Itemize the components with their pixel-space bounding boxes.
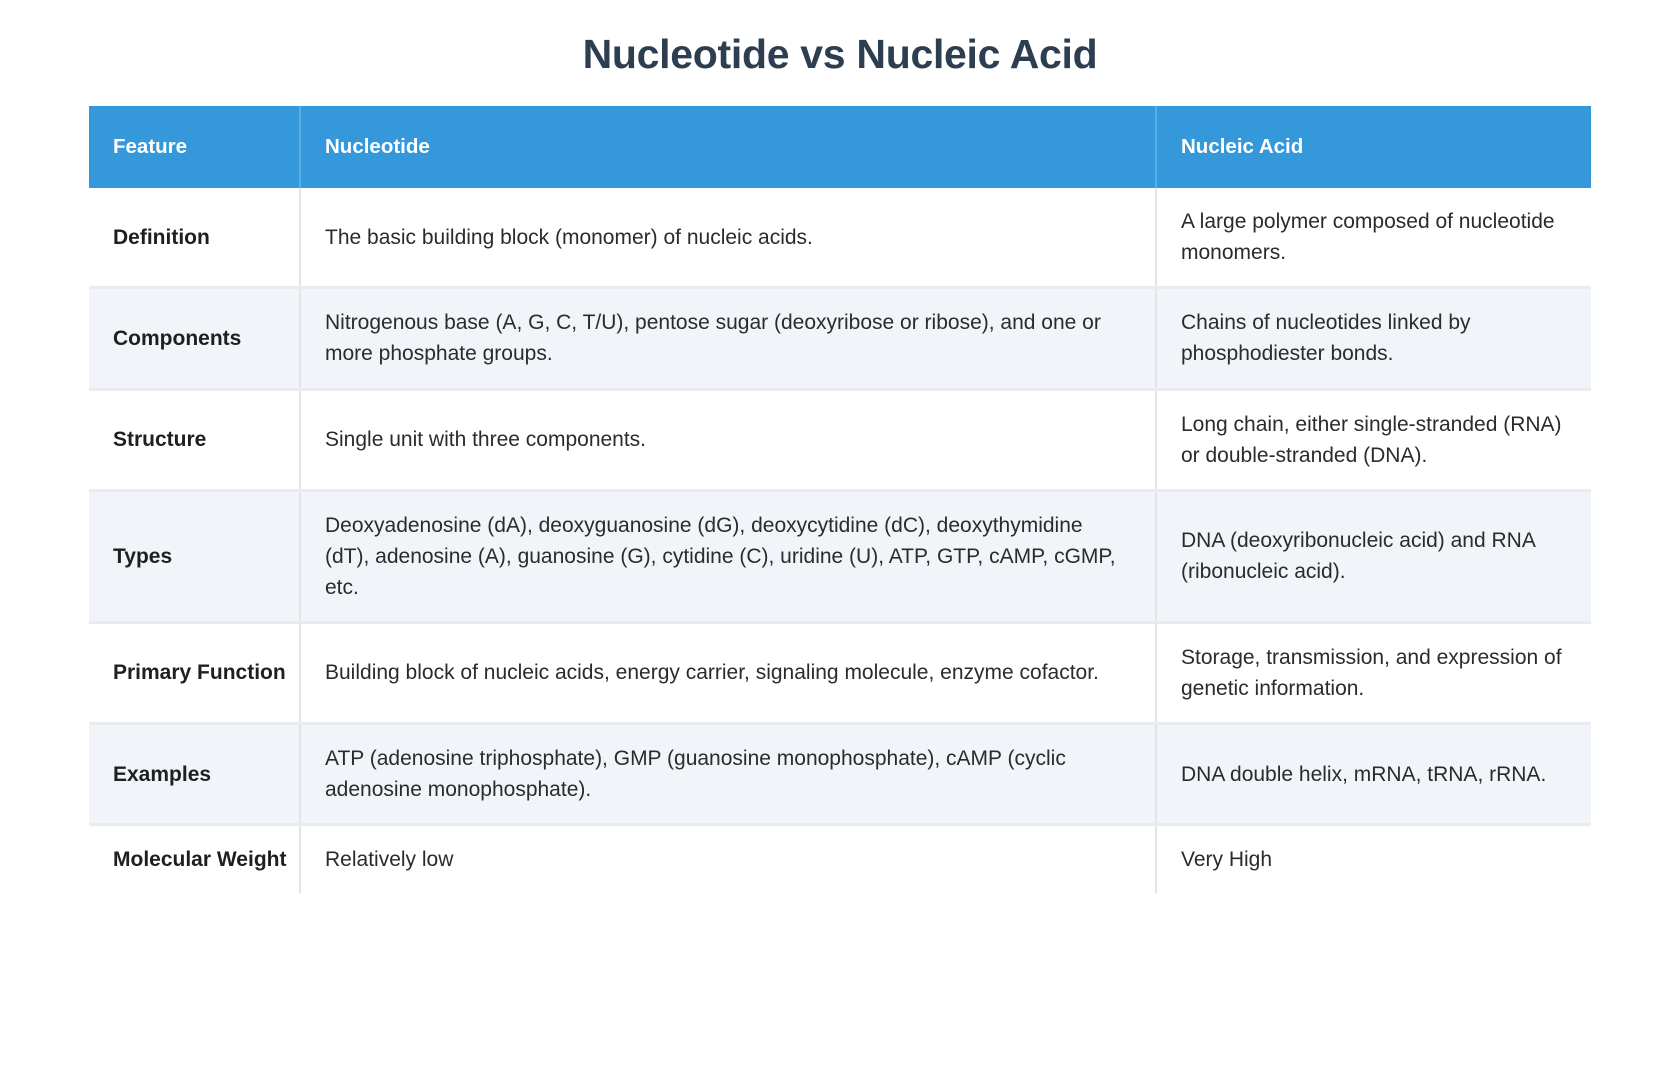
- table-row: [89, 825, 1591, 894]
- cell-feature: Types: [89, 490, 300, 622]
- column-header-nucleotide: Nucleotide: [300, 106, 1156, 188]
- cell-feature: Definition: [89, 188, 300, 288]
- table-body: [89, 188, 1591, 893]
- cell-nucleic-acid: Long chain, either single-stranded (RNA) or double-stranded (DNA).: [1156, 389, 1591, 490]
- cell-feature: Molecular Weight: [89, 825, 300, 894]
- cell-feature: Components: [89, 288, 300, 389]
- table-header: [89, 106, 1591, 188]
- table-row: [89, 188, 1591, 288]
- cell-nucleic-acid: DNA double helix, mRNA, tRNA, rRNA.: [1156, 724, 1591, 825]
- cell-nucleotide: Nitrogenous base (A, G, C, T/U), pentose sugar (deoxyribose or ribose), and one or more phosphate groups.: [300, 288, 1156, 389]
- cell-nucleotide: Relatively low: [300, 825, 1156, 894]
- table-row: [89, 288, 1591, 389]
- cell-feature: Primary Function: [89, 622, 300, 723]
- cell-nucleotide: Building block of nucleic acids, energy carrier, signaling molecule, enzyme cofactor.: [300, 622, 1156, 723]
- column-header-feature: Feature: [89, 106, 300, 188]
- cell-nucleic-acid: DNA (deoxyribonucleic acid) and RNA (ribonucleic acid).: [1156, 490, 1591, 622]
- cell-nucleic-acid: Very High: [1156, 825, 1591, 894]
- cell-nucleotide: The basic building block (monomer) of nucleic acids.: [300, 188, 1156, 288]
- cell-feature: Structure: [89, 389, 300, 490]
- table-row: [89, 389, 1591, 490]
- column-header-nucleic-acid: Nucleic Acid: [1156, 106, 1591, 188]
- cell-nucleic-acid: A large polymer composed of nucleotide monomers.: [1156, 188, 1591, 288]
- comparison-table: [89, 106, 1591, 893]
- table-row: [89, 490, 1591, 622]
- cell-nucleic-acid: Storage, transmission, and expression of genetic information.: [1156, 622, 1591, 723]
- page-title: Nucleotide vs Nucleic Acid: [582, 31, 1098, 77]
- cell-nucleotide: Deoxyadenosine (dA), deoxyguanosine (dG), deoxycytidine (dC), deoxythymidine (dT), adenosine (A), guanosine (G), cytidine (C), uridine (U), ATP, GTP, cAMP, cGMP, etc.: [300, 490, 1156, 622]
- table-row: [89, 622, 1591, 723]
- cell-nucleotide: Single unit with three components.: [300, 389, 1156, 490]
- cell-nucleic-acid: Chains of nucleotides linked by phosphodiester bonds.: [1156, 288, 1591, 389]
- cell-feature: Examples: [89, 724, 300, 825]
- table-header-row: [89, 106, 1591, 188]
- table-row: [89, 724, 1591, 825]
- comparison-table-container: [89, 106, 1591, 893]
- cell-nucleotide: ATP (adenosine triphosphate), GMP (guanosine monophosphate), cAMP (cyclic adenosine monophosphate).: [300, 724, 1156, 825]
